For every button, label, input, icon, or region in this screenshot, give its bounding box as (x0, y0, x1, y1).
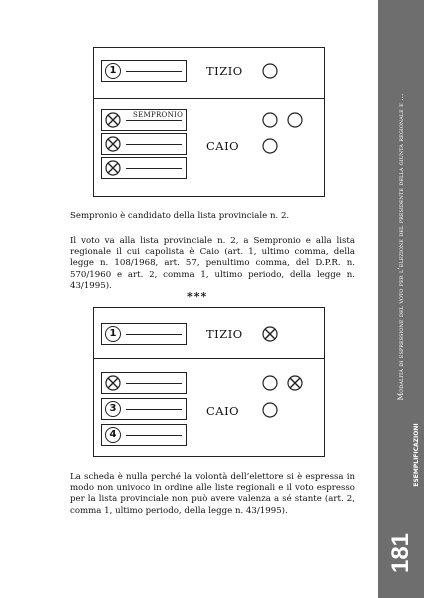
crossed-circle-icon (105, 375, 121, 391)
candidate-line (126, 120, 182, 121)
list-symbol-box-caio-1 (101, 372, 187, 394)
caption-example-1: Sempronio è candidato della lista provinciale n. 2. (70, 211, 290, 221)
candidate-line (126, 168, 182, 169)
crossed-circle-icon (105, 160, 121, 176)
list-number-circle: 1 (105, 326, 121, 342)
vote-circle-empty (262, 138, 278, 154)
vote-circle-empty (262, 375, 278, 391)
list-symbol-box-caio-1 (101, 109, 187, 131)
vote-circle-empty (262, 112, 278, 128)
section-label: esemplificazioni (411, 423, 421, 487)
list-number-circle: 4 (105, 427, 121, 443)
candidate-line (126, 435, 182, 436)
list-name-tizio: TIZIO (206, 64, 243, 78)
section-divider (94, 98, 324, 99)
crossed-circle-icon (105, 112, 121, 128)
candidate-name-sempronio: SEMPRONIO (133, 111, 184, 119)
crossed-circle-icon (105, 136, 121, 152)
ballot-example-2 (93, 307, 325, 457)
list-symbol-box-caio-3 (101, 398, 187, 420)
candidate-line (126, 334, 182, 335)
candidate-line (126, 71, 182, 72)
running-title: Modalità di espressione del voto per l’elezione del presidente della giunta regionale e ... (396, 93, 405, 401)
section-separator: *** (187, 290, 208, 303)
list-name-caio: CAIO (206, 139, 240, 153)
list-symbol-box-caio-4 (101, 424, 187, 446)
candidate-line (126, 409, 182, 410)
paragraph-example-1: Il voto va alla lista provinciale n. 2, a Sempronio e alla lista regionale il cui capolista è Caio (art. 1, ultimo comma, della legge n. 108/1968, art. 57, penultimo comma, del D.P.R. n. 570/1960 e art. 2, comma 1, ultimo periodo, della legge n. 43/1995). (70, 236, 355, 291)
page-sidebar (378, 0, 424, 598)
list-symbol-box-caio-2 (101, 133, 187, 155)
list-name-caio: CAIO (206, 404, 240, 418)
section-divider (94, 358, 324, 359)
list-number-circle: 1 (105, 63, 121, 79)
list-symbol-box-tizio (101, 60, 187, 82)
list-name-tizio: TIZIO (206, 327, 243, 341)
ballot-example-1 (93, 47, 325, 197)
list-number-circle: 3 (105, 401, 121, 417)
paragraph-example-2: La scheda è nulla perché la volontà dell’elettore si è espressa in modo non univoco in ordine alle liste regionali e il voto espresso per la lista provinciale non può avere valenza a sé stante (art. 2, comma 1, ultimo periodo, della legge n. 43/1995). (70, 472, 355, 516)
candidate-line (126, 144, 182, 145)
vote-circle-empty (262, 63, 278, 79)
vote-circle-empty (287, 112, 303, 128)
vote-circle-crossed (287, 375, 303, 391)
page-number: 181 (387, 532, 414, 574)
vote-circle-empty (262, 402, 278, 418)
list-symbol-box-caio-3 (101, 157, 187, 179)
candidate-line (126, 383, 182, 384)
vote-circle-crossed (262, 326, 278, 342)
list-symbol-box-tizio (101, 323, 187, 345)
